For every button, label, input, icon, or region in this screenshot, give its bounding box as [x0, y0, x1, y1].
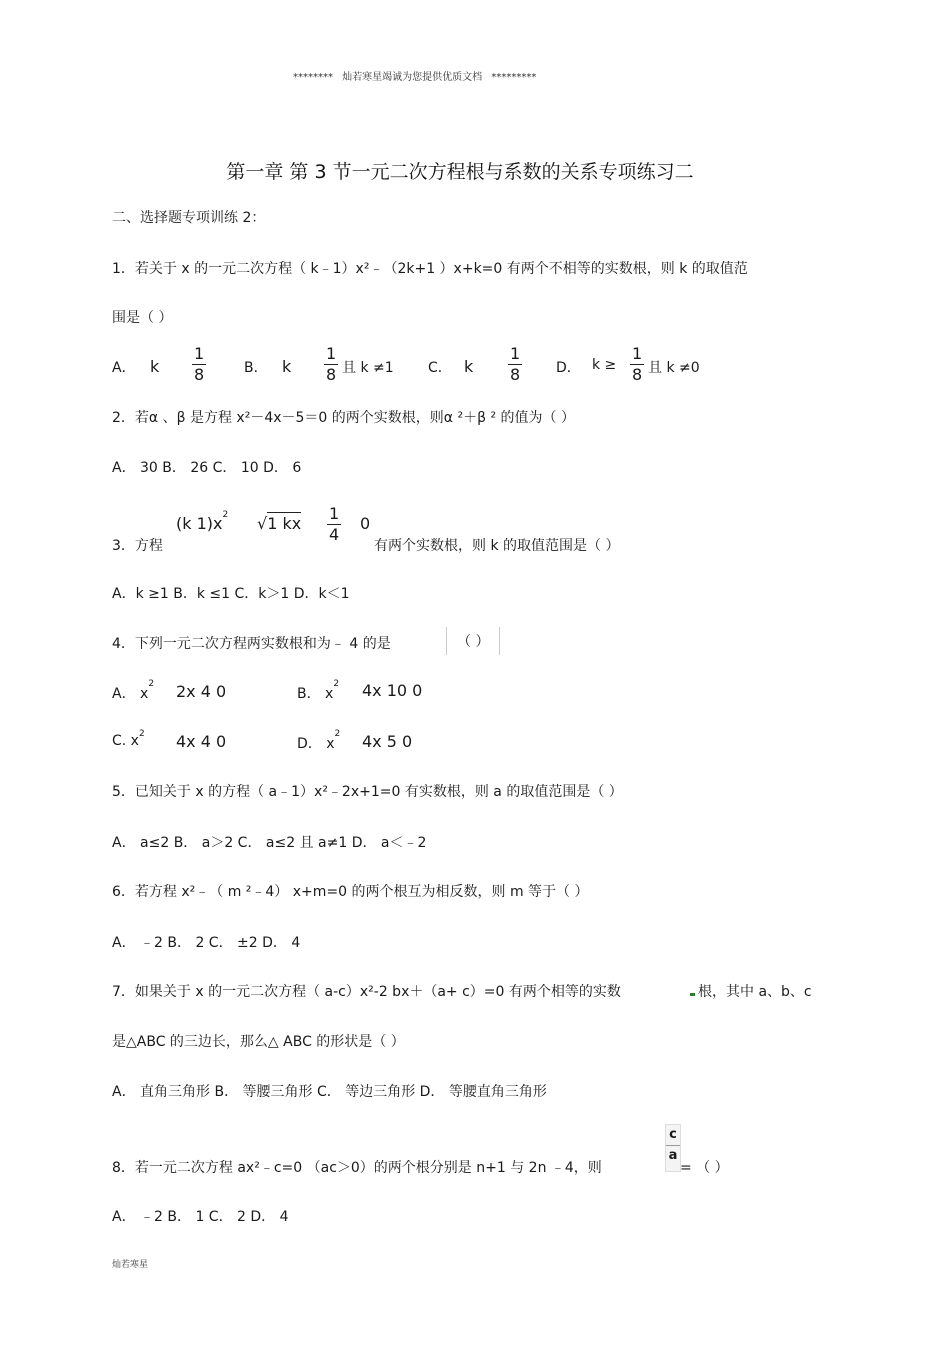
q4-c-label: C. x	[112, 733, 139, 749]
q8-stem: 8．若一元二次方程 ax²﹣c=0 （ac＞0）的两个根分别是 n+1 与 2n ﹣4，则	[112, 1160, 602, 1176]
q1-option-a-k: k	[150, 357, 160, 376]
q3-sqrt: √1 kx	[257, 514, 302, 533]
q1-option-b-k: k	[282, 357, 292, 376]
q1-option-d-label: D．	[556, 360, 581, 376]
q4-a-square: 2	[148, 679, 155, 689]
q4-stem: 4．下列一元二次方程两实数根和为﹣ 4 的是	[112, 636, 391, 652]
q4-option-a	[112, 679, 155, 703]
q1-stem-line2: 围是（ ）	[112, 310, 173, 326]
q1-frac-num: 1	[194, 344, 205, 363]
q3-eq-square: 2	[222, 510, 229, 520]
q4-a-label: A． x	[112, 686, 149, 702]
q7-options: A． 直角三角形 B． 等腰三角形 C． 等边三角形 D． 等腰直角三角形	[112, 1084, 547, 1100]
stray-mark	[690, 993, 695, 996]
q6-stem: 6．若方程 x²﹣（ m ²﹣4） x+m=0 的两个根互为相反数，则 m 等于（ ）	[112, 884, 589, 900]
q8-frac-den: a	[668, 1148, 678, 1163]
q1-option-d-condition: 且 k ≠0	[648, 360, 700, 376]
q3-stem-tail: 有两个实数根，则 k 的取值范围是（ ）	[374, 538, 620, 554]
q1-option-d-fraction	[630, 344, 644, 385]
q4-d-label: D． x	[297, 736, 335, 752]
q4-option-c	[112, 729, 145, 749]
q3-frac-num: 1	[329, 504, 340, 523]
q1-option-d-k: k ≥	[592, 357, 617, 373]
q8-fraction-box	[665, 1124, 681, 1172]
q4-answer-paren: （ ）	[446, 627, 500, 655]
q5-stem: 5．已知关于 x 的方程（ a﹣1）x²﹣2x+1=0 有实数根，则 a 的取值范围是（ ）	[112, 784, 623, 800]
q1-frac-den: 8	[326, 365, 337, 384]
q1-frac-num: 1	[510, 344, 521, 363]
q4-option-b	[297, 679, 340, 703]
q1-frac-den: 8	[510, 365, 521, 384]
q4-c-square: 2	[138, 729, 145, 739]
q1-option-c-fraction	[508, 344, 522, 385]
page-header: ******** 灿若寒星竭诚为您提供优质文档 *********	[293, 72, 537, 83]
q3-options: A．k ≥1 B．k ≤1 C．k＞1 D．k＜1	[112, 586, 350, 602]
q2-stem: 2．若α 、β 是方程 x²－4x－5＝0 的两个实数根，则α ²＋β ² 的值为（ ）	[112, 410, 575, 426]
q3-frac-den: 4	[329, 525, 340, 544]
q7-stem-line1: 7．如果关于 x 的一元二次方程（ a-c）x²-2 bx＋（a+ c）=0 有两个相等的实数	[112, 984, 621, 1000]
q1-option-b-fraction	[324, 344, 338, 385]
q7-stem-line2: 是△ABC 的三边长，那么△ ABC 的形状是（ ）	[112, 1034, 405, 1050]
q4-option-d-eq: 4x 5 0	[362, 732, 413, 751]
page-footer: 灿若寒星	[112, 1260, 149, 1270]
q6-options: A． ﹣2 B． 2 C． ±2 D． 4	[112, 935, 301, 951]
q3-label: 3．方程	[112, 538, 163, 554]
q4-option-c-eq: 4x 4 0	[176, 732, 227, 751]
q4-b-square: 2	[333, 679, 340, 689]
q3-equation-left	[176, 510, 229, 533]
section-heading: 二、选择题专项训练 2：	[112, 210, 266, 226]
q1-option-c-k: k	[464, 357, 474, 376]
q8-frac-num: c	[666, 1125, 680, 1146]
q5-options: A． a≤2 B． a＞2 C． a≤2 且 a≠1 D． a＜﹣2	[112, 835, 427, 851]
q4-option-d	[297, 729, 341, 753]
q8-options: A． ﹣2 B． 1 C． 2 D． 4	[112, 1209, 289, 1225]
q1-frac-num: 1	[632, 344, 643, 363]
q1-option-a-label: A．	[112, 360, 136, 376]
q2-options: A． 30 B． 26 C． 10 D． 6	[112, 460, 302, 476]
q1-stem-line1: 1．若关于 x 的一元二次方程（ k﹣1）x²﹣（2k+1 ）x+k=0 有两个不相等的实数根，则 k 的取值范	[112, 261, 748, 277]
q7-stem-line1-tail: 根，其中 a、b、c	[698, 984, 812, 1000]
q4-option-a-eq: 2x 4 0	[176, 682, 227, 701]
q1-option-b-condition: 且 k ≠1	[342, 360, 394, 376]
q1-option-c-label: C．	[428, 360, 452, 376]
q4-b-label: B． x	[297, 686, 334, 702]
q1-frac-den: 8	[194, 365, 205, 384]
q8-stem-tail: = （ ）	[680, 1160, 729, 1176]
q1-frac-den: 8	[632, 365, 643, 384]
q4-option-b-eq: 4x 10 0	[362, 681, 423, 700]
q1-option-b-label: B．	[244, 360, 268, 376]
q3-sqrt-radicand: 1 kx	[267, 514, 302, 533]
q3-eq-left-text: (k 1)x	[176, 514, 223, 533]
q4-d-square: 2	[334, 729, 341, 739]
q3-eq-zero: 0	[360, 514, 371, 533]
q3-fraction	[327, 504, 341, 545]
q1-frac-num: 1	[326, 344, 337, 363]
q1-option-a-fraction	[192, 344, 206, 385]
page-title: 第一章 第 3 节一元二次方程根与系数的关系专项练习二	[226, 161, 694, 183]
